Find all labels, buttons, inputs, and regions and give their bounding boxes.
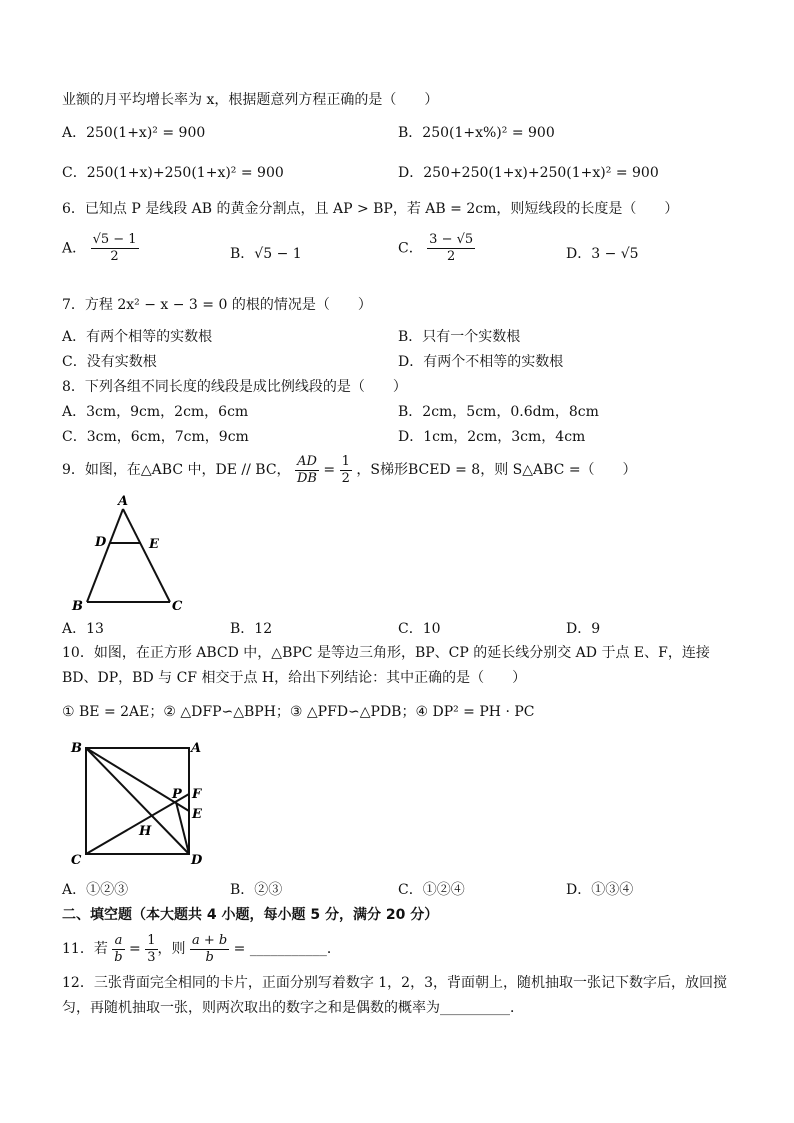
q5-option-d: D．250+250(1+x)+250(1+x)² = 900 — [398, 165, 659, 181]
q10-stem-line1: 10．如图，在正方形 ABCD 中，△BPC 是等边三角形，BP、CP 的延长线分别交 AD 于点 E、F，连接 — [62, 645, 710, 661]
q10-line-cf — [86, 794, 189, 854]
q6-stem: 6．已知点 P 是线段 AB 的黄金分割点，且 AP > BP，若 AB = 2cm，则短线段的长度是（ ） — [62, 201, 679, 217]
q10-conclusions: ① BE = 2AE；② △DFP∽△BPH；③ △PFD∽△PDB；④ DP² = PH · PC — [62, 704, 535, 720]
q11-pre: 11．若 — [62, 941, 108, 957]
q11-f1-num: a — [112, 933, 124, 950]
q8-stem: 8．下列各组不同长度的线段是成比例线段的是（ ） — [62, 379, 407, 395]
q11-mid: ，则 — [157, 941, 186, 957]
q10-label-d: D — [191, 853, 203, 868]
q9-label-a: A — [118, 494, 129, 509]
q6-a-numerator: √5 − 1 — [92, 232, 137, 247]
q9-frac1-num: AD — [295, 454, 319, 471]
q10-stem-line2: BD、DP，BD 与 CF 相交于点 H，给出下列结论：其中正确的是（ ） — [62, 670, 527, 686]
q11-stem — [62, 931, 341, 967]
q10-label-e: E — [192, 807, 202, 822]
q8-option-c: C．3cm，6cm，7cm，9cm — [62, 429, 249, 445]
q10-square-figure — [66, 736, 216, 868]
q12-line1: 12．三张背面完全相同的卡片，正面分别写着数字 1，2，3，背面朝上，随机抽取一张记下数字后，放回搅 — [62, 975, 727, 991]
q6-option-b: B．√5 − 1 — [230, 246, 302, 262]
q6-option-a-label: A． — [62, 240, 87, 257]
q11-f3-num: a + b — [191, 932, 228, 948]
q10-label-b: B — [71, 741, 82, 756]
q9-label-b: B — [72, 599, 83, 614]
q12-line2: 匀，再随机抽取一张，则两次取出的数字之和是偶数的概率为__________． — [62, 1000, 524, 1016]
q9-frac2-den: 2 — [341, 470, 350, 486]
q11-fraction-one-third — [145, 933, 157, 966]
q6-option-a — [62, 232, 139, 265]
q10-label-c: C — [71, 853, 82, 868]
q6-c-numerator: 3 − √5 — [429, 232, 474, 247]
q7-stem: 7．方程 2x² − x − 3 = 0 的根的情况是（ ） — [62, 297, 372, 313]
q7-option-b: B．只有一个实数根 — [398, 329, 521, 345]
q10-label-p: P — [172, 787, 182, 802]
q10-label-h: H — [139, 824, 152, 839]
q11-fraction-target — [190, 933, 229, 966]
q6-option-a-fraction — [91, 232, 139, 265]
q9-frac1-den: DB — [297, 470, 317, 486]
q6-option-c-label: C． — [398, 240, 423, 257]
q5-option-b: B．250(1+x%)² = 900 — [398, 125, 555, 141]
q11-post: = ___________． — [229, 941, 341, 957]
q11-eq: = — [124, 941, 146, 957]
q6-option-d: D．3 − √5 — [566, 246, 639, 262]
q9-triangle-figure — [66, 492, 196, 617]
q9-label-c: C — [172, 599, 183, 614]
q5-option-c: C．250(1+x)+250(1+x)² = 900 — [62, 165, 284, 181]
q10-option-c: C．①②④ — [398, 882, 465, 898]
q9-side-ac — [123, 509, 170, 602]
q7-option-d: D．有两个不相等的实数根 — [398, 354, 564, 370]
q9-stem-post: ，S梯形BCED = 8，则 S△ABC =（ ） — [356, 462, 637, 478]
q11-f2-den: 3 — [147, 949, 156, 965]
q11-f3-den: b — [205, 949, 214, 965]
q9-label-e: E — [149, 537, 159, 552]
q5-option-a: A．250(1+x)² = 900 — [62, 125, 206, 141]
q8-option-d: D．1cm，2cm，3cm，4cm — [398, 429, 586, 445]
q9-eq: = — [318, 462, 340, 478]
q10-label-f: F — [192, 787, 202, 802]
q9-stem — [62, 452, 637, 488]
q11-f2-num: 1 — [147, 932, 156, 948]
q10-label-a: A — [191, 741, 202, 756]
q6-option-c-fraction — [427, 232, 475, 265]
q9-label-d: D — [95, 535, 107, 550]
q9-option-c: C．10 — [398, 621, 441, 637]
q9-stem-pre: 9．如图，在△ABC 中，DE // BC， — [62, 462, 291, 478]
q8-option-b: B．2cm，5cm，0.6dm，8cm — [398, 404, 599, 420]
q7-option-a: A．有两个相等的实数根 — [62, 329, 213, 345]
q9-option-d: D．9 — [566, 621, 601, 637]
q9-fraction-half — [340, 454, 352, 487]
q10-option-a: A．①②③ — [62, 882, 129, 898]
q9-fraction-ad-db — [295, 454, 319, 487]
q8-option-a: A．3cm，9cm，2cm，6cm — [62, 404, 249, 420]
q9-side-ab — [87, 509, 123, 602]
q11-f1-den: b — [114, 949, 123, 965]
q6-a-denominator: 2 — [110, 249, 119, 264]
q9-option-b: B．12 — [230, 621, 273, 637]
section-heading: 二、填空题（本大题共 4 小题，每小题 5 分，满分 20 分） — [62, 907, 439, 923]
q9-frac2-num: 1 — [341, 453, 350, 469]
q6-option-c — [398, 232, 475, 265]
q5-stem: 业额的月平均增长率为 x，根据题意列方程正确的是（ ） — [62, 92, 439, 108]
q9-option-a: A．13 — [62, 621, 104, 637]
q10-option-b: B．②③ — [230, 882, 283, 898]
q6-c-denominator: 2 — [447, 249, 456, 264]
q7-option-c: C．没有实数根 — [62, 354, 157, 370]
q11-fraction-a-b — [112, 933, 124, 966]
q10-option-d: D．①③④ — [566, 882, 634, 898]
